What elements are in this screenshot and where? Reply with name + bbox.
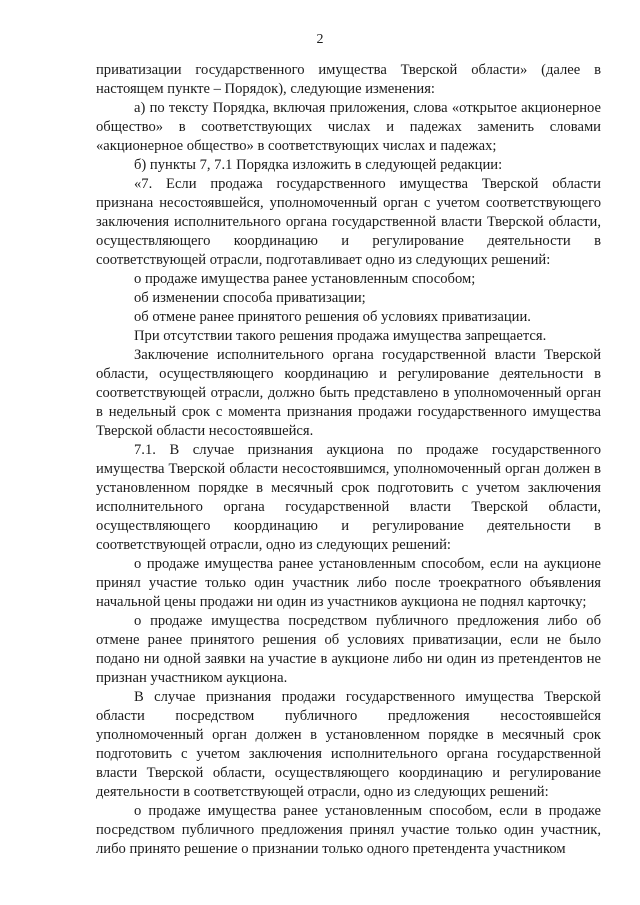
paragraph: о продаже имущества ранее установленным способом, если в продаже посредством публичного предложения принял участие только один участник, либо принято решение о признании только одного претендента участником <box>96 803 601 857</box>
paragraph: При отсутствии такого решения продажа имущества запрещается. <box>134 328 547 344</box>
paragraph: о продаже имущества ранее установленным способом; <box>134 271 476 287</box>
page-number: 2 <box>316 32 324 47</box>
paragraph: о продаже имущества ранее установленным способом, если на аукционе принял участие только один участник либо после троекратного объявления начальной цены продажи ни один из участников аукциона не поднял карточку; <box>96 556 601 610</box>
paragraph: Заключение исполнительного органа государственной власти Тверской области, осуществляющего координацию и регулирование деятельности в соответствующей отрасли, должно быть представлено в уполномоченный орган в недельный срок с момента признания продажи государственного имущества Тверской области несостоявшейся. <box>96 347 601 439</box>
paragraph: об отмене ранее принятого решения об условиях приватизации. <box>134 309 531 325</box>
paragraph: приватизации государственного имущества Тверской области» (далее в настоящем пункте – Порядок), следующие изменения: <box>96 62 601 97</box>
paragraph: а) по тексту Порядка, включая приложения, слова «открытое акционерное общество» в соответствующих числах и падежах заменить словами «акционерное общество» в соответствующих числах и падежах; <box>96 100 601 154</box>
paragraph: об изменении способа приватизации; <box>134 290 366 306</box>
paragraph: В случае признания продажи государственного имущества Тверской области посредством публичного предложения несостоявшейся уполномоченный орган должен в установленном порядке в месячный срок подготовить с учетом заключения исполнительного органа государственной власти Тверской области, осуществляющего координацию и регулирование деятельности в соответствующей отрасли, одно из следующих решений: <box>96 689 601 800</box>
paragraph: о продаже имущества посредством публичного предложения либо об отмене ранее принятого решения об условиях приватизации, если не было подано ни одной заявки на участие в аукционе либо ни один из претендентов не признан участником аукциона. <box>96 613 601 686</box>
paragraph: «7. Если продажа государственного имущества Тверской области признана несостоявшейся, уполномоченный орган с учетом соответствующего заключения исполнительного органа государственной власти Тверской области, осуществляющего координацию и регулирование деятельности в соответствующей отрасли, подготавливает одно из следующих решений: <box>96 176 601 268</box>
paragraph: 7.1. В случае признания аукциона по продаже государственного имущества Тверской области несостоявшимся, уполномоченный орган должен в установленном порядке в месячный срок подготовить с учетом заключения исполнительного органа государственной власти Тверской области, осуществляющего координацию и регулирование деятельности в соответствующей отрасли, одно из следующих решений: <box>96 442 601 553</box>
document-body <box>96 61 601 859</box>
paragraph: б) пункты 7, 7.1 Порядка изложить в следующей редакции: <box>134 157 503 173</box>
